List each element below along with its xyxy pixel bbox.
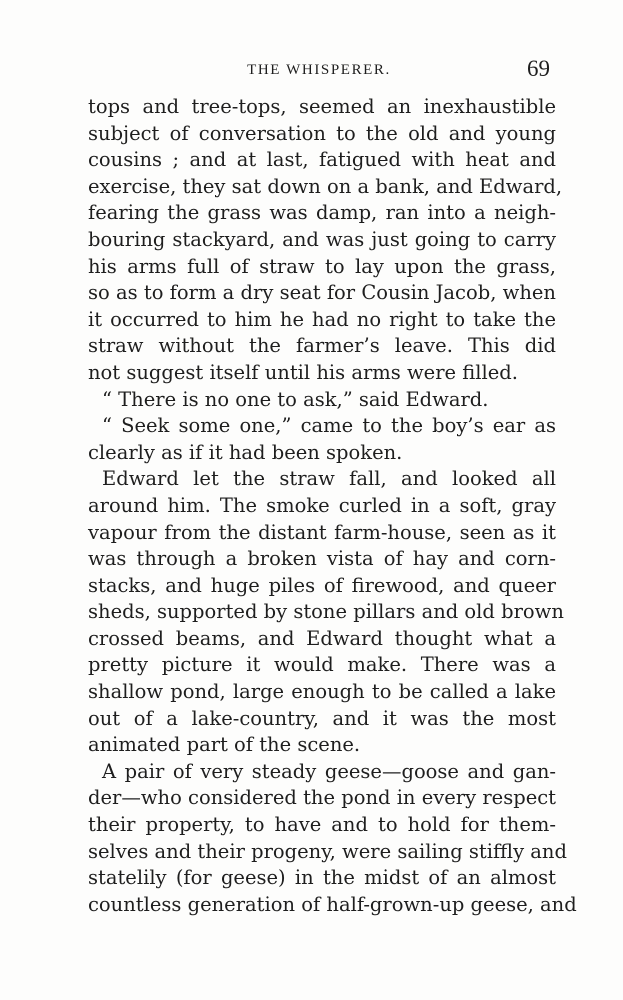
text-line: it occurred to him he had no right to take the <box>88 307 556 331</box>
text-line: shallow pond, large enough to be called a lake <box>88 680 556 704</box>
text-line: countless generation of half-grown-up geese, and <box>88 892 577 916</box>
text-line: der—who considered the pond in every respect <box>88 786 556 810</box>
text-line: stacks, and huge piles of firewood, and queer <box>88 573 556 597</box>
text-line: exercise, they sat down on a bank, and Edward, <box>88 174 563 198</box>
text-line: cousins ; and at last, fatigued with heat and <box>88 148 556 172</box>
text-line: A pair of very steady geese—goose and gan- <box>102 759 556 783</box>
body-text <box>88 94 577 918</box>
text-line: Edward let the straw fall, and looked all <box>102 467 556 491</box>
text-line: pretty picture it would make. There was a <box>88 653 556 677</box>
text-line: their property, to have and to hold for them- <box>88 813 556 837</box>
text-line: subject of conversation to the old and young <box>88 121 556 145</box>
text-line: straw without the farmer’s leave. This did <box>88 334 556 358</box>
page-number: 69 <box>527 56 550 81</box>
text-line: was through a broken vista of hay and corn- <box>88 547 556 571</box>
text-line: his arms full of straw to lay upon the grass, <box>88 254 556 278</box>
text-line: around him. The smoke curled in a soft, gray <box>88 493 556 517</box>
text-line: so as to form a dry seat for Cousin Jacob, when <box>88 281 556 305</box>
text-line: “ There is no one to ask,” said Edward. <box>102 387 489 411</box>
text-line: crossed beams, and Edward thought what a <box>88 626 556 650</box>
running-title: THE WHISPERER. <box>247 62 391 78</box>
text-line: not suggest itself until his arms were filled. <box>88 360 518 384</box>
text-line: bouring stackyard, and was just going to carry <box>88 227 556 251</box>
text-line: out of a lake-country, and it was the most <box>88 706 556 730</box>
text-line: clearly as if it had been spoken. <box>88 440 403 464</box>
text-line: animated part of the scene. <box>88 733 361 757</box>
text-line: fearing the grass was damp, ran into a neigh- <box>88 201 556 225</box>
text-line: tops and tree-tops, seemed an inexhaustible <box>88 95 556 118</box>
text-line: “ Seek some one,” came to the boy’s ear as <box>102 414 556 438</box>
text-line: statelily (for geese) in the midst of an almost <box>88 866 556 890</box>
text-line: selves and their progeny, were sailing stiffly and <box>88 839 567 863</box>
text-line: vapour from the distant farm-house, seen as it <box>88 520 556 544</box>
page-header <box>88 56 550 86</box>
text-line: sheds, supported by stone pillars and old brown <box>88 600 564 624</box>
